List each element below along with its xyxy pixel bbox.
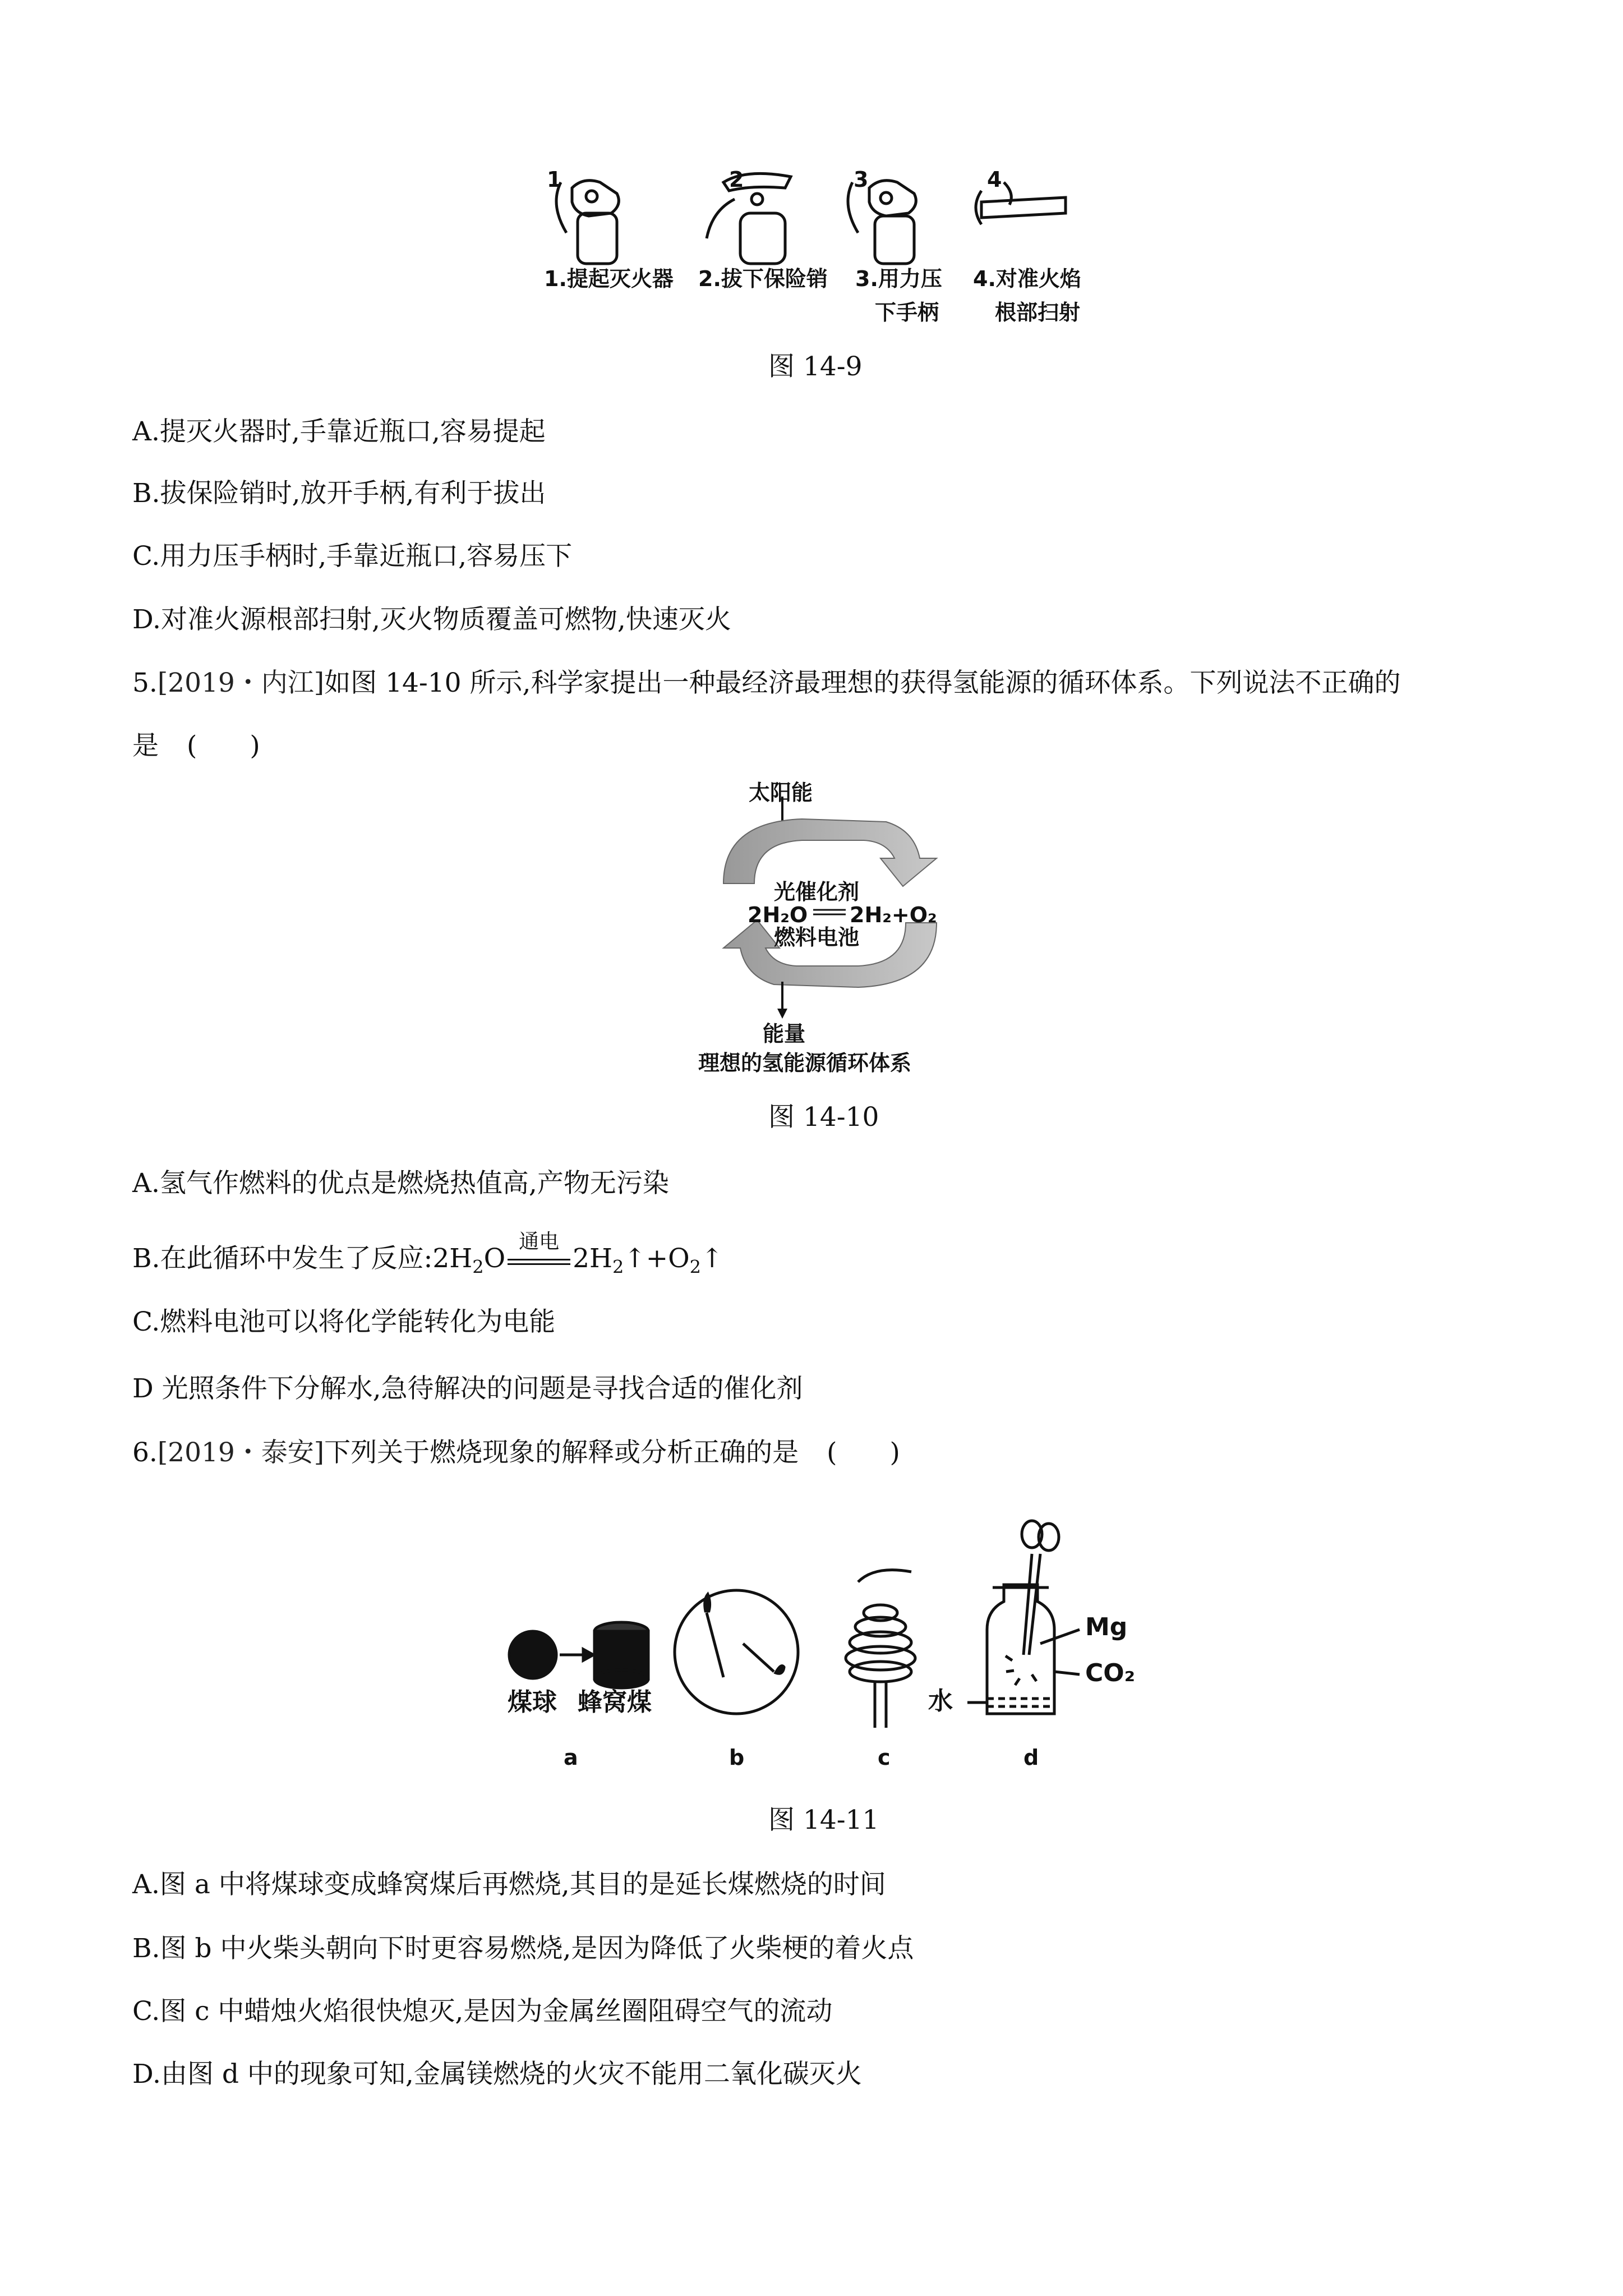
q6-answer-blank: ( ) xyxy=(827,1437,900,1468)
electrolysis-condition-text: 通电 xyxy=(519,1230,560,1253)
subfigure-b-label: b xyxy=(729,1745,745,1770)
step-3-number: 3 xyxy=(854,167,869,192)
q5-option-b-mid: O xyxy=(483,1243,506,1274)
figure-14-11-caption: 图 14-11 xyxy=(768,1805,879,1835)
step-4-number: 4 xyxy=(987,167,1002,192)
step-4-label-line1: 4.对准火焰 xyxy=(973,266,1081,291)
cycle-system-title: 理想的氢能源循环体系 xyxy=(698,1051,912,1075)
fire-extinguisher-steps-illustration xyxy=(538,165,1088,266)
subfigure-c-label: c xyxy=(878,1745,891,1770)
q5-option-b-after: 2H xyxy=(573,1243,612,1274)
q5-stem xyxy=(132,666,1400,700)
q5-number: 5. xyxy=(132,668,158,698)
q6-option-a: A.图 a 中将煤球变成蜂窝煤后再燃烧,其目的是延长煤燃烧的时间 xyxy=(132,1869,886,1900)
equation-left: 2H₂O xyxy=(748,903,808,927)
q6-stem-text: 下列关于燃烧现象的解释或分析正确的是 xyxy=(324,1437,799,1468)
q4-option-a: A.提灭火器时,手靠近瓶口,容易提起 xyxy=(132,416,546,447)
photocatalyst-label: 光催化剂 xyxy=(774,880,860,904)
q4-option-d: D.对准火源根部扫射,灭火物质覆盖可燃物,快速灭火 xyxy=(132,604,731,635)
q4-option-b: B.拔保险销时,放开手柄,有利于拔出 xyxy=(132,478,546,509)
step-2-number: 2 xyxy=(729,167,744,192)
q5-option-a: A.氢气作燃料的优点是燃烧热值高,产物无污染 xyxy=(132,1168,669,1199)
q6-option-d: D.由图 d 中的现象可知,金属镁燃烧的火灾不能用二氧化碳灭火 xyxy=(132,2059,862,2090)
water-label: 水 xyxy=(928,1687,953,1715)
subfigure-a-label: a xyxy=(564,1745,578,1770)
q5-source: [2019・内江] xyxy=(157,668,325,698)
step-3-label-line2: 下手柄 xyxy=(875,300,939,325)
q5-option-d: D 光照条件下分解水,急待解决的问题是寻找合适的催化剂 xyxy=(132,1373,803,1404)
step-1-label: 1.提起灭火器 xyxy=(544,266,674,291)
equation-right: 2H₂+O₂ xyxy=(850,903,937,927)
q5-stem-line2: 是 xyxy=(132,730,159,761)
energy-label: 能量 xyxy=(763,1022,806,1046)
q4-option-c: C.用力压手柄时,手靠近瓶口,容易压下 xyxy=(132,541,573,572)
q5-option-c: C.燃料电池可以将化学能转化为电能 xyxy=(132,1306,556,1337)
fuel-cell-label: 燃料电池 xyxy=(774,925,860,950)
figure-14-10-caption: 图 14-10 xyxy=(768,1102,879,1133)
q5-stem-second-line xyxy=(132,729,260,763)
solar-energy-label: 太阳能 xyxy=(749,780,813,805)
q6-stem xyxy=(132,1436,900,1470)
step-4-label-line2: 根部扫射 xyxy=(995,300,1081,325)
q5-answer-blank: ( ) xyxy=(187,730,260,761)
mg-label: Mg xyxy=(1085,1613,1128,1641)
q6-number: 6. xyxy=(132,1437,158,1468)
q6-option-b: B.图 b 中火柴头朝向下时更容易燃烧,是因为降低了火柴梗的着火点 xyxy=(132,1933,914,1964)
q5-option-b-sub1: 2 xyxy=(472,1256,484,1278)
co2-label: CO₂ xyxy=(1085,1659,1135,1687)
q6-option-c: C.图 c 中蜡烛火焰很快熄灭,是因为金属丝圈阻碍空气的流动 xyxy=(132,1996,833,2027)
honeycomb-coal-label: 蜂窝煤 xyxy=(578,1688,652,1717)
q5-option-b-sub3: 2 xyxy=(689,1256,702,1278)
figure-14-9-caption: 图 14-9 xyxy=(768,351,863,382)
q5-option-b-sub2: 2 xyxy=(612,1256,624,1278)
q5-option-b xyxy=(132,1230,723,1283)
subfigure-d-label: d xyxy=(1023,1745,1039,1770)
q5-option-b-tail2: ↑ xyxy=(701,1243,723,1274)
step-1-number: 1 xyxy=(547,167,562,192)
coal-ball-label: 煤球 xyxy=(508,1688,557,1717)
q6-source: [2019・泰安] xyxy=(157,1437,325,1468)
step-3-label-line1: 3.用力压 xyxy=(855,266,942,291)
step-2-label: 2.拔下保险销 xyxy=(698,266,828,291)
q5-option-b-tail1: ↑+O xyxy=(624,1243,690,1274)
q5-stem-line1: 如图 14-10 所示,科学家提出一种最经济最理想的获得氢能源的循环体系。下列说法不正确的 xyxy=(324,668,1401,698)
q5-option-b-prefix: B.在此循环中发生了反应:2H xyxy=(132,1243,473,1274)
electrolysis-condition xyxy=(505,1230,573,1276)
